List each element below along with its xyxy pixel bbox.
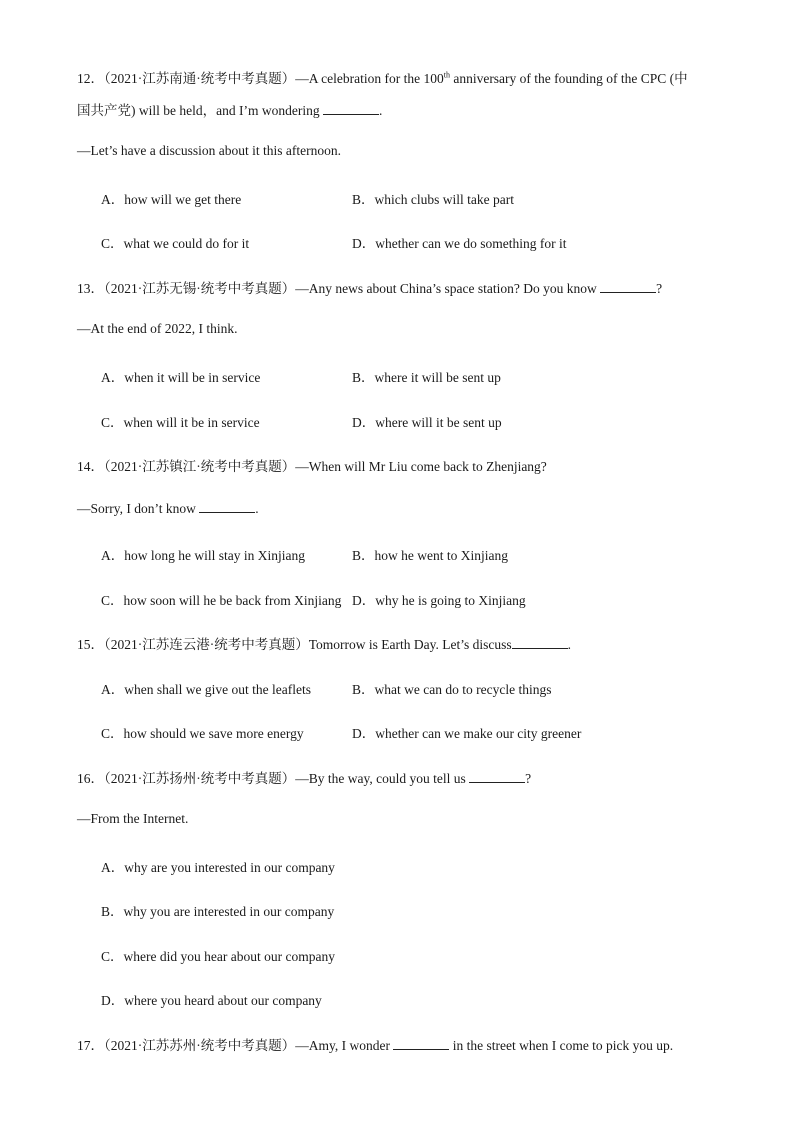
question-15-option-c[interactable]: C．how should we save more energy: [101, 726, 304, 741]
question-16-option-c[interactable]: C．where did you hear about our company: [101, 949, 335, 964]
answer-blank[interactable]: [323, 102, 379, 115]
answer-blank[interactable]: [199, 500, 255, 513]
question-15-option-d[interactable]: D．whether can we make our city greener: [352, 726, 582, 741]
question-14-reply: —Sorry, I don’t know .: [77, 501, 259, 516]
question-12-option-b[interactable]: B．which clubs will take part: [352, 192, 514, 207]
question-number: 15．: [77, 637, 104, 652]
question-source: （2021·江苏扬州·统考中考真题）: [104, 771, 296, 786]
question-number: 12．: [77, 71, 104, 86]
question-source: （2021·江苏镇江·统考中考真题）: [104, 459, 296, 474]
question-13-option-a[interactable]: A．when it will be in service: [101, 370, 261, 385]
question-number: 16．: [77, 771, 104, 786]
answer-blank[interactable]: [512, 636, 568, 649]
question-14-option-d[interactable]: D．why he is going to Xinjiang: [352, 593, 526, 608]
question-15-option-a[interactable]: A．when shall we give out the leaflets: [101, 682, 311, 697]
question-13-stem: 13．（2021·江苏无锡·统考中考真题）—Any news about China’s space station? Do you know ?: [77, 281, 663, 296]
question-number: 14．: [77, 459, 104, 474]
question-source: （2021·江苏连云港·统考中考真题）: [104, 637, 309, 652]
question-number: 13．: [77, 281, 104, 296]
question-source: （2021·江苏苏州·统考中考真题）: [104, 1038, 296, 1053]
question-13-option-b[interactable]: B．where it will be sent up: [352, 370, 501, 385]
question-number: 17．: [77, 1038, 104, 1053]
question-14-stem: 14．（2021·江苏镇江·统考中考真题）—When will Mr Liu come back to Zhenjiang?: [77, 459, 547, 474]
question-source: （2021·江苏南通·统考中考真题）: [104, 71, 296, 86]
answer-blank[interactable]: [469, 770, 525, 783]
question-12-option-a[interactable]: A．how will we get there: [101, 192, 242, 207]
question-15-stem: 15．（2021·江苏连云港·统考中考真题）Tomorrow is Earth Day. Let’s discuss .: [77, 637, 572, 652]
question-16-option-d[interactable]: D．where you heard about our company: [101, 993, 322, 1008]
question-12-reply: —Let’s have a discussion about it this afternoon.: [77, 143, 341, 158]
answer-blank[interactable]: [600, 280, 656, 293]
question-12-stem-line1: 12．（2021·江苏南通·统考中考真题）—A celebration for the 100th anniversary of the founding of the CPC (中: [77, 70, 688, 86]
question-15-option-b[interactable]: B．what we can do to recycle things: [352, 682, 552, 697]
question-16-option-a[interactable]: A．why are you interested in our company: [101, 860, 335, 875]
question-17-stem: 17．（2021·江苏苏州·统考中考真题）—Amy, I wonder in the street when I come to pick you up.: [77, 1038, 674, 1053]
answer-blank[interactable]: [393, 1037, 449, 1050]
question-16-option-b[interactable]: B．why you are interested in our company: [101, 904, 335, 919]
question-12-option-c[interactable]: C．what we could do for it: [101, 236, 250, 251]
question-12-stem-line2: 国共产党) will be held，and I’m wondering .: [77, 103, 383, 118]
question-source: （2021·江苏无锡·统考中考真题）: [104, 281, 296, 296]
question-14-option-a[interactable]: A．how long he will stay in Xinjiang: [101, 548, 305, 563]
question-16-stem: 16．（2021·江苏扬州·统考中考真题）—By the way, could you tell us ?: [77, 771, 532, 786]
question-14-option-b[interactable]: B．how he went to Xinjiang: [352, 548, 508, 563]
question-16-reply: —From the Internet.: [77, 811, 189, 826]
question-13-option-c[interactable]: C．when will it be in service: [101, 415, 260, 430]
question-13-reply: —At the end of 2022, I think.: [77, 321, 238, 336]
question-13-option-d[interactable]: D．where will it be sent up: [352, 415, 502, 430]
question-14-option-c[interactable]: C．how soon will he be back from Xinjiang: [101, 593, 342, 608]
question-12-option-d[interactable]: D．whether can we do something for it: [352, 236, 567, 251]
